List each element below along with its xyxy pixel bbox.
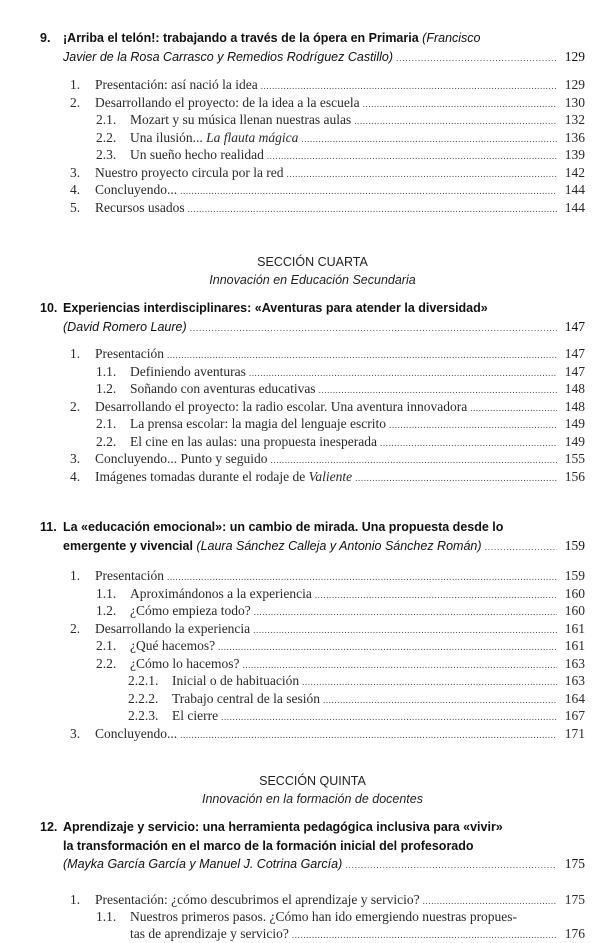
dot-leader — [242, 657, 557, 674]
bold-title-text: la transformación en el marco de la formación inicial del profesorado — [63, 839, 474, 853]
dot-leader — [218, 639, 557, 656]
bold-title-text: Experiencias interdisciplinares: «Aventuras para atender la diversidad» — [63, 301, 488, 315]
entry-text: Desarrollando el proyecto: de la idea a la escuela — [95, 95, 360, 110]
dot-leader — [363, 96, 557, 113]
entry-title[interactable] — [130, 926, 289, 943]
entry-number: 5. — [70, 200, 80, 217]
entry-text: Imágenes tomadas durante el rodaje de — [95, 469, 309, 484]
dot-leader — [180, 727, 557, 744]
toc-entry[interactable] — [0, 568, 600, 586]
chapter-entries — [0, 77, 600, 217]
entry-number: 1.1. — [96, 586, 116, 603]
chapter-title[interactable] — [63, 837, 474, 856]
toc-entry[interactable] — [0, 434, 600, 452]
section-title: SECCIÓN QUINTA — [40, 772, 585, 790]
section-title: SECCIÓN CUARTA — [40, 253, 585, 271]
toc-entry[interactable] — [0, 926, 600, 943]
entry-title[interactable] — [130, 130, 298, 147]
bold-title-text: Aprendizaje y servicio: una herramienta pedagógica inclusiva para «vivir» — [63, 820, 503, 834]
entry-text: Trabajo central de la sesión — [172, 691, 320, 706]
page-number[interactable]: 129 — [560, 77, 585, 94]
entry-title[interactable] — [130, 909, 517, 926]
dot-leader — [292, 927, 557, 943]
entry-title[interactable] — [95, 200, 185, 217]
toc-entry[interactable] — [0, 638, 600, 656]
entry-title[interactable] — [95, 469, 352, 486]
toc-entry[interactable] — [0, 364, 600, 382]
entry-title[interactable] — [130, 586, 312, 603]
entry-number: 2.1. — [96, 112, 116, 129]
chapter-number: 12. — [40, 818, 57, 837]
chapter-title-line[interactable] — [0, 818, 600, 837]
page-number[interactable]: 147 — [560, 364, 585, 381]
page-number[interactable]: 149 — [560, 416, 585, 433]
toc-entry[interactable] — [0, 77, 600, 95]
italic-text: Javier de la Rosa Carrasco y Remedios Rodríguez Castillo) — [63, 50, 393, 64]
dot-leader — [319, 382, 557, 399]
dot-leader — [345, 856, 557, 875]
entry-text: Concluyendo... — [95, 182, 177, 197]
dot-leader — [261, 78, 557, 95]
dot-leader — [485, 538, 557, 557]
chapter-title-line[interactable] — [0, 318, 600, 338]
chapter-number: 9. — [40, 29, 50, 48]
entry-title[interactable] — [95, 77, 258, 94]
page-number[interactable]: 175 — [560, 855, 585, 874]
toc-entry[interactable] — [0, 691, 600, 709]
page-number[interactable]: 160 — [560, 603, 585, 620]
entry-title[interactable] — [130, 147, 264, 164]
entry-title[interactable] — [95, 182, 177, 199]
entry-number: 1. — [70, 77, 80, 94]
entry-text: Desarrollando el proyecto: la radio escolar. Una aventura innovadora — [95, 399, 467, 414]
chapter-title[interactable] — [63, 537, 482, 556]
entry-text: Soñando con aventuras educativas — [130, 381, 316, 396]
entry-text: tas de aprendizaje y servicio? — [130, 926, 289, 941]
page-number[interactable]: 159 — [560, 568, 585, 585]
chapter-title-line[interactable] — [0, 48, 600, 68]
entry-number: 3. — [70, 165, 80, 182]
page-number[interactable]: 139 — [560, 147, 585, 164]
page-number[interactable]: 147 — [560, 346, 585, 363]
chapter-title[interactable] — [63, 518, 503, 537]
chapter-title-line[interactable] — [0, 837, 600, 856]
entry-title[interactable] — [172, 691, 320, 708]
page-number[interactable]: 130 — [560, 95, 585, 112]
dot-leader — [323, 692, 557, 709]
chapter-title[interactable] — [63, 318, 187, 337]
italic-text: (Laura Sánchez Calleja y Antonio Sánchez Román) — [196, 539, 481, 553]
bold-title-text: emergente y vivencial — [63, 539, 196, 553]
toc-entry[interactable] — [0, 112, 600, 130]
page-number[interactable]: 142 — [560, 165, 585, 182]
section-heading — [0, 772, 600, 808]
toc-entry[interactable] — [0, 656, 600, 674]
chapter-title[interactable] — [63, 818, 503, 837]
dot-leader — [249, 365, 557, 382]
entry-title[interactable] — [95, 892, 420, 909]
entry-number: 4. — [70, 182, 80, 199]
page-number[interactable]: 176 — [560, 926, 585, 943]
entry-text: Presentación: así nació la idea — [95, 77, 258, 92]
page-number[interactable]: 149 — [560, 434, 585, 451]
chapter-number: 10. — [40, 299, 57, 318]
dot-leader — [188, 201, 557, 218]
dot-leader — [167, 569, 557, 586]
chapter-entries — [0, 568, 600, 743]
chapter-title-line[interactable] — [0, 537, 600, 557]
entry-number: 2.1. — [96, 416, 116, 433]
chapter-entries — [0, 346, 600, 486]
entry-title[interactable] — [95, 568, 164, 585]
entry-text: La prensa escolar: la magia del lenguaje escrito — [130, 416, 386, 431]
entry-number: 3. — [70, 451, 80, 468]
page-number[interactable]: 161 — [560, 638, 585, 655]
page-number[interactable]: 175 — [560, 892, 585, 909]
entry-text: Nuestro proyecto circula por la red — [95, 165, 284, 180]
toc-entry[interactable] — [0, 586, 600, 604]
entry-number: 2.2.3. — [128, 708, 158, 725]
dot-leader — [271, 452, 558, 469]
chapter-block — [0, 299, 600, 486]
entry-number: 2.2.1. — [128, 673, 158, 690]
entry-number: 1. — [70, 346, 80, 363]
italic-text: (Mayka García García y Manuel J. Cotrina García) — [63, 857, 342, 871]
entry-text: El cierre — [172, 708, 218, 723]
dot-leader — [396, 49, 557, 68]
page-number[interactable]: 129 — [560, 48, 585, 67]
entry-title[interactable] — [95, 451, 268, 468]
entry-number: 1.1. — [96, 909, 116, 926]
page-number[interactable]: 156 — [560, 469, 585, 486]
page-number[interactable]: 171 — [560, 726, 585, 743]
page-number[interactable]: 167 — [560, 708, 585, 725]
dot-leader — [221, 709, 557, 726]
italic-text: La flauta mágica — [206, 130, 298, 145]
page-number[interactable]: 163 — [560, 656, 585, 673]
entry-text: Un sueño hecho realidad — [130, 147, 264, 162]
bold-title-text: ¡Arriba el telón!: trabajando a través de la ópera en Primaria — [63, 31, 422, 45]
dot-leader — [180, 183, 557, 200]
page-number[interactable]: 148 — [560, 381, 585, 398]
italic-text: (David Romero Laure) — [63, 320, 187, 334]
entry-number: 1. — [70, 892, 80, 909]
entry-text: Recursos usados — [95, 200, 185, 215]
dot-leader — [423, 893, 557, 910]
chapter-title[interactable] — [63, 48, 393, 67]
page-number[interactable]: 159 — [560, 537, 585, 556]
dot-leader — [190, 319, 557, 338]
page-number[interactable]: 163 — [560, 673, 585, 690]
entry-title[interactable] — [130, 638, 215, 655]
entry-title[interactable] — [130, 434, 377, 451]
toc-entry[interactable] — [0, 708, 600, 726]
entry-text: Aproximándonos a la experiencia — [130, 586, 312, 601]
chapter-title-line[interactable] — [0, 518, 600, 537]
entry-title[interactable] — [95, 165, 284, 182]
page-number[interactable]: 136 — [560, 130, 585, 147]
entry-text: Concluyendo... — [95, 726, 177, 741]
page-number[interactable]: 144 — [560, 200, 585, 217]
chapter-title-line[interactable] — [0, 299, 600, 318]
chapter-number: 11. — [40, 518, 57, 537]
entry-number: 4. — [70, 469, 80, 486]
entry-title[interactable] — [95, 399, 467, 416]
chapter-entries — [0, 892, 600, 943]
page-number[interactable]: 160 — [560, 586, 585, 603]
entry-text: El cine en las aulas: una propuesta inesperada — [130, 434, 377, 449]
toc-entry[interactable] — [0, 621, 600, 639]
chapter-block — [0, 818, 600, 943]
entry-number: 2. — [70, 621, 80, 638]
entry-number: 2.2. — [96, 656, 116, 673]
entry-title[interactable] — [95, 726, 177, 743]
section-subtitle: Innovación en la formación de docentes — [40, 790, 585, 808]
chapter-title-line[interactable] — [0, 29, 600, 48]
page-number[interactable]: 147 — [560, 318, 585, 337]
page-number[interactable]: 164 — [560, 691, 585, 708]
toc-entry[interactable] — [0, 95, 600, 113]
entry-number: 2.2.2. — [128, 691, 158, 708]
chapter-title[interactable] — [63, 299, 488, 318]
entry-title[interactable] — [130, 112, 351, 129]
entry-text: ¿Qué hacemos? — [130, 638, 215, 653]
page-number[interactable]: 155 — [560, 451, 585, 468]
entry-number: 3. — [70, 726, 80, 743]
entry-text: Nuestros primeros pasos. ¿Cómo han ido emergiendo nuestras propues- — [130, 909, 517, 924]
toc-entry[interactable] — [0, 469, 600, 487]
dot-leader — [301, 131, 557, 148]
entry-title[interactable] — [172, 708, 218, 725]
entry-text: Definiendo aventuras — [130, 364, 246, 379]
entry-text: ¿Cómo lo hacemos? — [130, 656, 239, 671]
toc-entry[interactable] — [0, 381, 600, 399]
chapter-title[interactable] — [63, 29, 481, 48]
dot-leader — [167, 347, 557, 364]
toc-entry[interactable] — [0, 200, 600, 218]
toc-entry[interactable] — [0, 603, 600, 621]
toc-entry[interactable] — [0, 673, 600, 691]
dot-leader — [389, 417, 557, 434]
dot-leader — [253, 622, 557, 639]
entry-title[interactable] — [130, 364, 246, 381]
entry-title[interactable] — [172, 673, 299, 690]
entry-number: 2.2. — [96, 130, 116, 147]
dot-leader — [287, 166, 557, 183]
entry-title[interactable] — [95, 621, 250, 638]
entry-title[interactable] — [130, 656, 239, 673]
entry-title[interactable] — [130, 381, 316, 398]
dot-leader — [315, 587, 557, 604]
dot-leader — [254, 604, 557, 621]
entry-number: 2. — [70, 399, 80, 416]
entry-text: Desarrollando la experiencia — [95, 621, 250, 636]
entry-title[interactable] — [95, 95, 360, 112]
chapter-block — [0, 29, 600, 217]
italic-text: Valiente — [309, 469, 353, 484]
entry-number: 2.1. — [96, 638, 116, 655]
entry-text: Mozart y su música llenan nuestras aulas — [130, 112, 351, 127]
toc-entry[interactable] — [0, 165, 600, 183]
section-subtitle: Innovación en Educación Secundaria — [40, 271, 585, 289]
page-number[interactable]: 132 — [560, 112, 585, 129]
page-number[interactable]: 144 — [560, 182, 585, 199]
dot-leader — [302, 674, 557, 691]
entry-number: 1.1. — [96, 364, 116, 381]
entry-number: 1.2. — [96, 381, 116, 398]
dot-leader — [355, 470, 557, 487]
toc-entry[interactable] — [0, 147, 600, 165]
dot-leader — [380, 435, 557, 452]
entry-number: 2. — [70, 95, 80, 112]
chapter-title-line[interactable] — [0, 855, 600, 875]
entry-number: 1. — [70, 568, 80, 585]
toc-entry[interactable] — [0, 182, 600, 200]
entry-title[interactable] — [130, 603, 251, 620]
toc-entry[interactable] — [0, 399, 600, 417]
toc-entry[interactable] — [0, 892, 600, 910]
dot-leader — [267, 148, 557, 165]
toc-entry[interactable] — [0, 726, 600, 744]
toc-entry[interactable] — [0, 416, 600, 434]
toc-entry[interactable] — [0, 346, 600, 364]
entry-text: Presentación: ¿cómo descubrimos el aprendizaje y servicio? — [95, 892, 420, 907]
entry-text: Concluyendo... Punto y seguido — [95, 451, 268, 466]
entry-text: Inicial o de habituación — [172, 673, 299, 688]
toc-entry[interactable] — [0, 130, 600, 148]
entry-title[interactable] — [130, 416, 386, 433]
chapter-title[interactable] — [63, 855, 342, 874]
bold-title-text: La «educación emocional»: un cambio de mirada. Una propuesta desde lo — [63, 520, 503, 534]
entry-text: Presentación — [95, 568, 164, 583]
section-heading — [0, 253, 600, 289]
chapter-block — [0, 518, 600, 743]
entry-number: 2.2. — [96, 434, 116, 451]
entry-text: Una ilusión... — [130, 130, 206, 145]
entry-title[interactable] — [95, 346, 164, 363]
page-number[interactable]: 148 — [560, 399, 585, 416]
italic-text: (Francisco — [422, 31, 480, 45]
toc-entry[interactable] — [0, 451, 600, 469]
dot-leader — [354, 113, 557, 130]
entry-text: Presentación — [95, 346, 164, 361]
page-number[interactable]: 161 — [560, 621, 585, 638]
entry-number: 1.2. — [96, 603, 116, 620]
entry-number: 2.3. — [96, 147, 116, 164]
toc-entry[interactable] — [0, 909, 600, 926]
dot-leader — [470, 400, 557, 417]
entry-text: ¿Cómo empieza todo? — [130, 603, 251, 618]
